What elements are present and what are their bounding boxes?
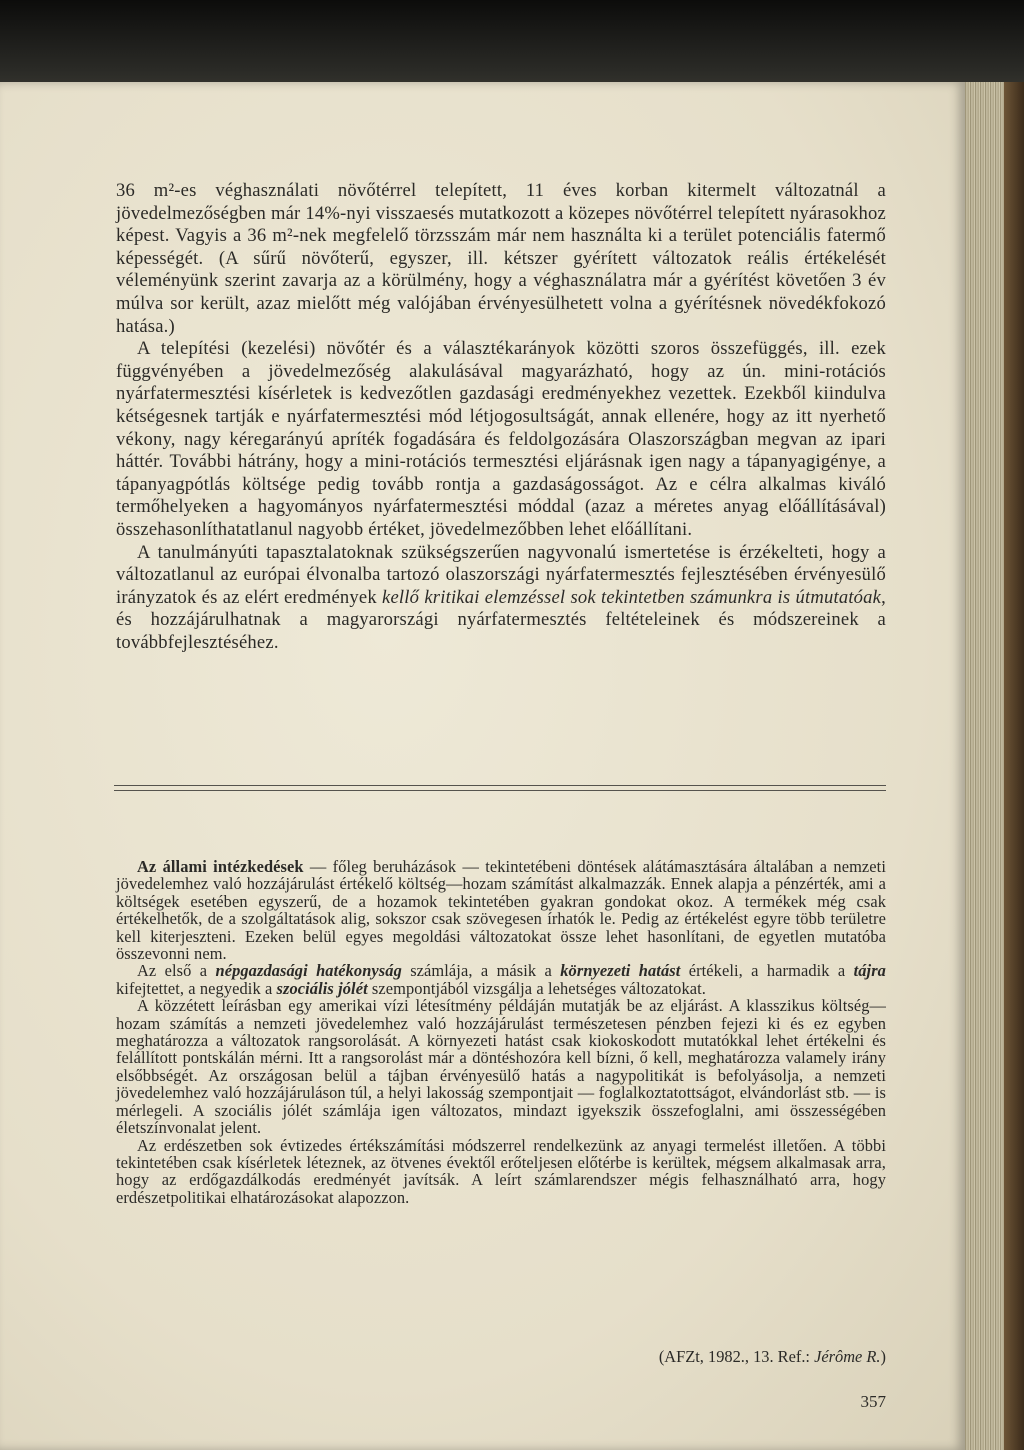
paragraph-2: A telepítési (kezelési) növőtér és a választékarányok közötti szoros összefüggés, ill. ezek függvényében a jövedelmezőség alakulásával magyarázható, hogy az ún. mini-rotációs nyárfatermesztési kísérletek is kedvezőtlen gazdasági eredményekhez vezettek. Ezekből kiindulva kétségesnek tartják e nyárfatermesztési mód létjogosultságát, annak ellenére, hogy az itt nyerhető vékony, nagy kéregarányú apríték fogadására és feldolgozására Olaszországban megvan az ipari háttér. További hátrány, hogy a mini-rotációs termesztési eljárásnak igen nagy a tápanyagigénye, a tápanyagpótlás költsége pedig tovább rontja a gazdaságosságot. Az e célra alkalmas kiváló termőhelyeken a hagyományos nyárfatermesztési móddal (azaz a méretes anyag előállításával) összehasonlíthatatlanul nagyobb értéket, jövedelmezőbben lehet előállítani.	[116, 338, 886, 540]
paragraph-1: 36 m²-es véghasználati növőtérrel telepített, 11 éves korban kitermelt változatnál a jövedelmezőségben már 14%-nyi visszaesés mutatkozott a közepes növőtérrel telepített nyárasokhoz képest. Vagyis a 36 m²-nek megfelelő törzsszám már nem használta ki a terület potenciális fatermő képességét. (A sűrű növőterű, egyszer, ill. kétszer gyérített változatok reális értékelését véleményünk szerint zavarja az a körülmény, hogy a véghasználatra már a gyérítést követően 3 év múlva sor került, azaz mielőtt még valójában érvényesülhetett volna a gyérítésnek növedékfokozó hatása.)	[116, 180, 886, 337]
citation-close: )	[880, 1347, 886, 1366]
page-number: 357	[860, 1392, 886, 1411]
abstract-p2-text-1: Az első a	[137, 961, 216, 981]
divider-rule-top	[114, 785, 886, 786]
citation-author: Jérôme R.	[814, 1347, 881, 1366]
source-citation	[560, 1347, 886, 1367]
abstract-p2-emphasis-1: népgazdasági hatékonyság	[215, 961, 402, 981]
abstract-paragraph-4: Az erdészetben sok évtizedes értékszámítási módszerrel rendelkezünk az anyagi termelést illetően. A többi tekintetében csak kísérletek léteznek, az ötvenes évektől erőteljesen előtérbe is kerültek, mégsem alkalmasak arra, hogy az erdőgazdálkodás eredményét javítsák. A leírt számlarendszer mégis felhasználható arra, hogy erdészetpolitikai elhatározásokat alapozzon.	[116, 1135, 886, 1207]
paragraph-3-end: , és hozzájárulhatnak a magyarországi nyárfatermesztés feltételeinek és módszereinek a továbbfejlesztéséhez.	[116, 586, 886, 653]
abstract-paragraph-1-body: — főleg beruházások — tekintetébeni döntések alátámasztására általában a nemzeti jövedelemhez való hozzájárulást értékelő költség—hozam számítást alkalmazzák. Ennek alapja a pénzérték, ami a költségek esetében egyszerű, de a hozamok tekintetében gyakran gondokat okoz. A termékek még csak értékelhetők, de a szolgáltatások alig, sokszor csak szövegesen írhatók le. Pedig az értékelést egyre több területre kell kiterjeszteni. Ezeken belül egyes megoldási változatokat össze lehet hasonlítani, de egyetlen mutatóba összevonni nem.	[116, 857, 886, 964]
citation-text: (AFZt, 1982., 13. Ref.:	[658, 1347, 815, 1366]
abstract-p2-text-4: kifejtettet, a negyedik a	[116, 978, 277, 998]
paragraph-3	[116, 542, 886, 655]
abstract-p2-text-2: számlája, a másik a	[401, 961, 561, 981]
paragraph-3-start: A tanulmányúti tapasztalatoknak szükségszerűen nagyvonalú ismertetése is érzékelteti, hogy a változatlanul az európai élvonalba tartozó olaszországi nyárfatermesztés fejlesztésében érvényesülő irányzatok és az elért eredmények	[116, 541, 886, 608]
book-cover-edge	[1004, 82, 1024, 1450]
abstract-p2-text-5: szempontjából vizsgálja a lehetséges változatokat.	[367, 978, 706, 998]
abstract-p2-emphasis-4: szociális jólét	[276, 978, 368, 998]
abstract-paragraph-1	[116, 858, 886, 962]
abstract-text	[116, 858, 886, 1206]
abstract-p2-emphasis-2: környezeti hatást	[560, 961, 681, 981]
paragraph-3-italic: kellő kritikai elemzéssel sok tekintetben számunkra is útmutatóak	[382, 586, 882, 608]
abstract-paragraph-2	[116, 962, 886, 997]
abstract-p2-text-3: értékeli, a harmadik a	[680, 961, 854, 981]
main-article-text	[116, 180, 886, 654]
divider-rule-bottom	[114, 790, 886, 791]
abstract-lead: Az állami intézkedések	[137, 857, 304, 876]
abstract-paragraph-3: A közzétett leírásban egy amerikai vízi létesítmény példáján mutatják be az eljárást. A klasszikus költség—hozam számítás a nemzeti jövedelemhez való hozzájárulást természetesen pénzben fejezi ki és ez egyben meghatározza a változatok rangsorolását. A környezeti hatást csak kiokoskodott mutatókkal lehet értékelni és felállított pontskálán mérni. Itt a rangsorolást már a döntéshozóra kell bízni, ő kell, meghatározza valamely irány elsőbbségét. Az országosan belül a tájban érvényesülő hatás a nagypolitikát is befolyásolja, a nemzeti jövedelemhez való hozzájáruláson túl, a helyi lakosság szempontjait — foglalkoztatottságot, elvándorlást stb. — is mérlegeli. A szociális jólét számlája igen változatos, mindazt igyekszik összefoglalni, ami összességében életszínvonalat jelent.	[116, 996, 886, 1138]
abstract-p2-emphasis-3: tájra	[853, 961, 886, 981]
